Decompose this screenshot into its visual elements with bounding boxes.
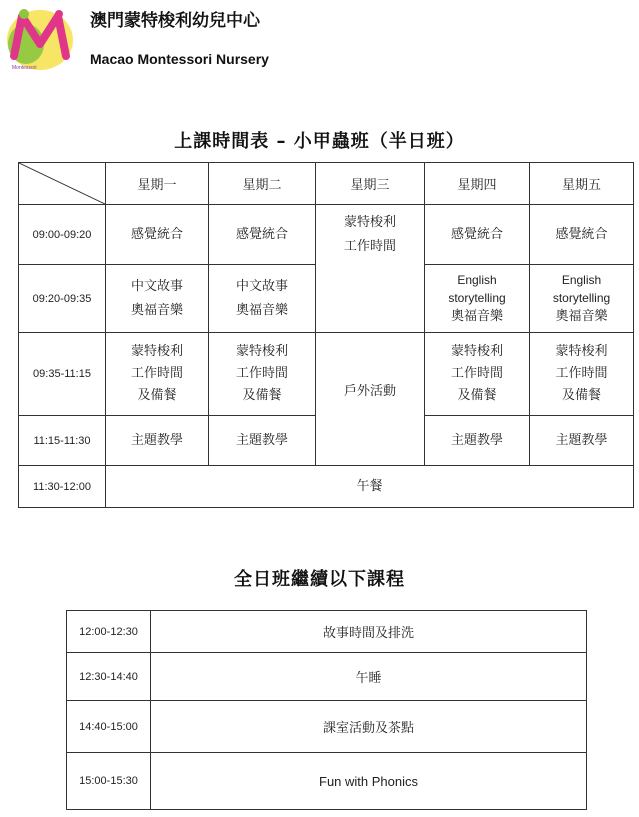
time-cell: 09:20-09:35 — [19, 265, 106, 333]
activity-cell-wed-montessori: 蒙特梭利 工作時間 — [316, 205, 425, 333]
table-row — [67, 653, 587, 701]
activity-line: English — [457, 272, 497, 287]
activity-cell: 主題教學 — [106, 416, 209, 466]
time-cell: 12:00-12:30 — [67, 611, 151, 653]
school-name-chinese: 澳門蒙特梭利幼兒中心 — [90, 11, 260, 31]
activity-cell: 午睡 — [151, 653, 587, 701]
activity-cell: 課室活動及茶點 — [151, 701, 587, 753]
activity-line: 奧福音樂 — [450, 308, 503, 324]
activity-cell: 主題教學 — [209, 416, 316, 466]
time-cell: 11:30-12:00 — [19, 466, 106, 508]
activity-cell: 故事時間及排洗 — [151, 611, 587, 653]
activity-cell: 蒙特梭利 工作時間 及備餐 — [425, 333, 530, 416]
table-row — [19, 205, 634, 265]
activity-line: English — [561, 272, 602, 287]
activity-cell: 主題教學 — [425, 416, 530, 466]
time-cell: 15:00-15:30 — [67, 753, 151, 810]
activity-cell: 蒙特梭利 工作時間 及備餐 — [209, 333, 316, 416]
school-name-english: Macao Montessori Nursery — [90, 51, 269, 67]
activity-cell: Fun with Phonics — [151, 753, 587, 810]
activity-line: 奧福音樂 — [555, 308, 608, 324]
corner-cell — [19, 163, 106, 205]
schedule-title: 上課時間表 – 小甲蟲班（半日班） — [174, 131, 465, 152]
lunch-cell: 午餐 — [106, 466, 634, 508]
table-row — [19, 333, 634, 416]
table-row — [67, 753, 587, 810]
day-header-mon: 星期一 — [106, 163, 209, 205]
activity-line: storytelling — [552, 290, 611, 305]
full-day-schedule-table — [66, 610, 587, 810]
day-header-fri: 星期五 — [530, 163, 634, 205]
activity-cell-wed-outdoor: 戶外活動 — [316, 333, 425, 466]
activity-cell: 感覺統合 — [425, 205, 530, 265]
school-logo — [4, 4, 76, 72]
half-day-schedule-table — [18, 162, 634, 508]
activity-cell — [530, 265, 634, 333]
time-cell: 14:40-15:00 — [67, 701, 151, 753]
activity-cell: 感覺統合 — [106, 205, 209, 265]
activity-cell — [425, 265, 530, 333]
activity-cell: 主題教學 — [530, 416, 634, 466]
day-header-thu: 星期四 — [425, 163, 530, 205]
table-row — [19, 466, 634, 508]
activity-cell: 蒙特梭利 工作時間 及備餐 — [530, 333, 634, 416]
schedule-header-row — [19, 163, 634, 205]
time-cell: 09:35-11:15 — [19, 333, 106, 416]
table-row — [67, 611, 587, 653]
fullday-title: 全日班繼續以下課程 — [234, 569, 405, 590]
table-row — [67, 701, 587, 753]
time-cell: 11:15-11:30 — [19, 416, 106, 466]
activity-cell: 中文故事 奧福音樂 — [106, 265, 209, 333]
logo-text: Montessori — [12, 65, 37, 71]
day-header-wed: 星期三 — [316, 163, 425, 205]
activity-line: storytelling — [448, 290, 506, 305]
activity-cell: 蒙特梭利 工作時間 及備餐 — [106, 333, 209, 416]
time-cell: 09:00-09:20 — [19, 205, 106, 265]
activity-cell: 感覺統合 — [530, 205, 634, 265]
time-cell: 12:30-14:40 — [67, 653, 151, 701]
activity-cell: 感覺統合 — [209, 205, 316, 265]
activity-cell: 中文故事 奧福音樂 — [209, 265, 316, 333]
day-header-tue: 星期二 — [209, 163, 316, 205]
